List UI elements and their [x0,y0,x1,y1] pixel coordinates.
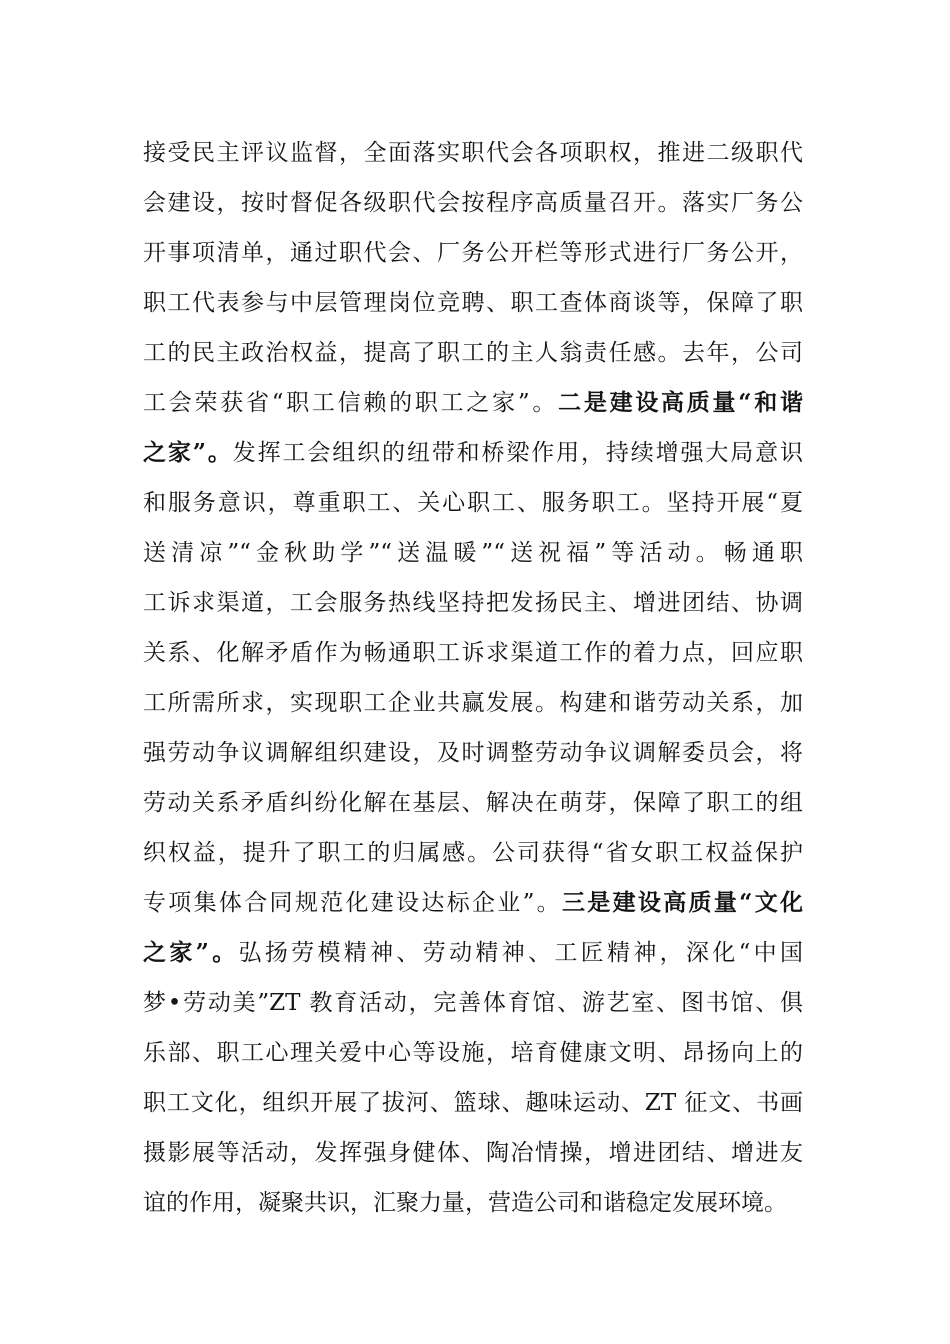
text-line [143,928,803,978]
text-segment: 送清凉”“金秋助学”“送温暖”“送祝福”等活动。畅通职 [143,540,803,566]
text-segment: 谊的作用，凝聚共识，汇聚力量，营造公司和谐稳定发展环境。 [143,1190,787,1216]
text-segment: 开事项清单，通过职代会、厂务公开栏等形式进行厂务公开， [143,240,803,266]
text-segment: 织权益，提升了职工的归属感。公司获得“省女职工权益保护 [143,840,803,866]
text-line [143,228,803,278]
text-segment: 会建设，按时督促各级职代会按程序高质量召开。落实厂务公 [143,190,803,216]
text-line [143,528,803,578]
text-line [143,278,803,328]
text-segment: 工诉求渠道，工会服务热线坚持把发扬民主、增进团结、协调 [143,590,803,616]
text-segment: 职工文化，组织开展了拔河、篮球、趣味运动、ZT 征文、书画 [143,1090,803,1116]
text-segment: 和服务意识，尊重职工、关心职工、服务职工。坚持开展“夏 [143,490,803,516]
text-line [143,878,803,928]
bold-heading-segment: 之家”。 [143,439,233,466]
text-segment: 职工代表参与中层管理岗位竞聘、职工查体商谈等，保障了职 [143,290,803,316]
text-segment: 接受民主评议监督，全面落实职代会各项职权，推进二级职代 [143,140,803,166]
text-segment: 工的民主政治权益，提高了职工的主人翁责任感。去年，公司 [143,340,803,366]
text-line [143,678,803,728]
text-line [143,1178,803,1228]
text-line [143,178,803,228]
bold-heading-segment: 三是建设高质量“文化 [562,889,803,916]
text-segment: 关系、化解矛盾作为畅通职工诉求渠道工作的着力点，回应职 [143,640,803,666]
text-segment: 摄影展等活动，发挥强身健体、陶冶情操，增进团结、增进友 [143,1140,803,1166]
bold-heading-segment: 之家”。 [143,939,239,966]
text-segment: 弘扬劳模精神、劳动精神、工匠精神，深化“中国 [238,940,803,966]
text-line [143,428,803,478]
text-line [143,328,803,378]
text-line [143,1078,803,1128]
text-segment: 劳动关系矛盾纠纷化解在基层、解决在萌芽，保障了职工的组 [143,790,803,816]
text-line [143,828,803,878]
text-line [143,128,803,178]
text-line [143,978,803,1028]
text-segment: 工所需所求，实现职工企业共赢发展。构建和谐劳动关系，加 [143,690,803,716]
text-line [143,578,803,628]
text-segment: 工会荣获省“职工信赖的职工之家”。 [143,390,559,416]
text-line [143,628,803,678]
text-segment: 强劳动争议调解组织建设，及时调整劳动争议调解委员会，将 [143,740,803,766]
text-segment: 发挥工会组织的纽带和桥梁作用，持续增强大局意识 [232,440,803,466]
text-segment: 乐部、职工心理关爱中心等设施，培育健康文明、昂扬向上的 [143,1040,803,1066]
text-line [143,1028,803,1078]
text-line [143,1128,803,1178]
bold-heading-segment: 二是建设高质量“和谐 [558,389,803,416]
text-segment: 专项集体合同规范化建设达标企业”。 [143,890,562,916]
text-line [143,728,803,778]
text-line [143,378,803,428]
text-line [143,778,803,828]
text-segment: 梦•劳动美”ZT 教育活动，完善体育馆、游艺室、图书馆、俱 [143,990,803,1016]
text-line [143,478,803,528]
body-paragraph [143,128,803,1228]
